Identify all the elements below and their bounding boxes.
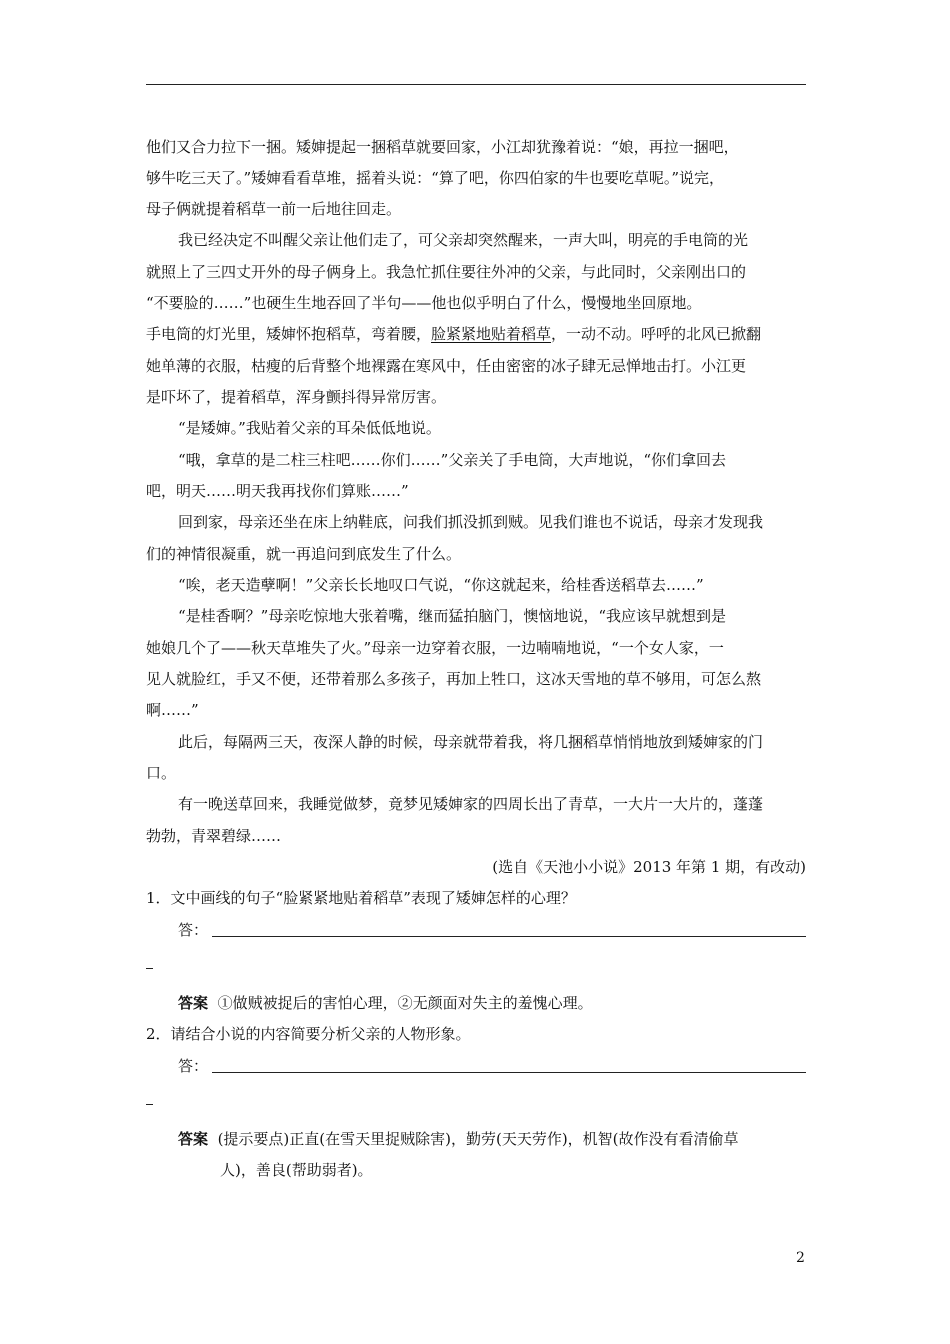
story-line: 就照上了三四丈开外的母子俩身上。我急忙抓住要往外冲的父亲，与此同时，父亲刚出口的 <box>146 263 747 281</box>
story-line: “唉，老天造孽啊！”父亲长长地叹口气说，“你这就起来，给桂香送稻草去……” <box>178 576 704 594</box>
story-line: 回到家，母亲还坐在床上纳鞋底，问我们抓没抓到贼。见我们谁也不说话，母亲才发现我 <box>178 513 764 531</box>
source-citation: (选自《天池小小说》2013 年第 1 期，有改动) <box>492 858 806 876</box>
story-line: 啊……” <box>146 701 199 719</box>
answer-prompt-2: 答： <box>178 1057 209 1075</box>
story-line: “不要脸的……”也硬生生地吞回了半句——他也似乎明白了什么，慢慢地坐回原地。 <box>146 294 702 312</box>
answer-label-1: 答案 <box>178 994 209 1012</box>
story-line: 勃勃，青翠碧绿…… <box>146 827 282 845</box>
story-line: 有一晚送草回来，我睡觉做梦，竟梦见矮婶家的四周长出了青草，一大片一大片的，蓬蓬 <box>178 795 764 813</box>
answer-text-2: (提示要点)正直(在雪天里捉贼除害)，勤劳(天天劳作)，机智(故作没有看清偷草 <box>217 1130 739 1148</box>
answer-label-2: 答案 <box>178 1130 209 1148</box>
story-line: “哦，拿草的是二柱三柱吧……你们……”父亲关了手电筒，大声地说，“你们拿回去 <box>178 451 727 469</box>
header-rule <box>146 84 806 85</box>
answer-blank-dash-2 <box>146 1104 153 1105</box>
answer-prompt-1: 答： <box>178 921 209 939</box>
story-text: 手电筒的灯光里，矮婶怀抱稻草，弯着腰， <box>146 325 432 343</box>
underlined-sentence: 脸紧紧地贴着稻草 <box>431 325 552 343</box>
story-line: “是矮婶。”我贴着父亲的耳朵低低地说。 <box>178 419 441 437</box>
story-line: 是吓坏了，提着稻草，浑身颤抖得异常厉害。 <box>146 388 447 406</box>
story-line: 她单薄的衣服，枯瘦的后背整个地裸露在寒风中，任由密密的冰子肆无忌惮地击打。小江更 <box>146 357 747 375</box>
story-line: 她娘几个了——秋天草堆失了火。”母亲一边穿着衣服，一边喃喃地说，“一个女人家，一 <box>146 639 724 657</box>
story-line-underlined <box>146 324 806 344</box>
story-line: 此后，每隔两三天，夜深人静的时候，母亲就带着我，将几捆稻草悄悄地放到矮婶家的门 <box>178 733 764 751</box>
answer-blank-2[interactable] <box>212 1072 806 1073</box>
story-line: 们的神情很凝重，就一再追问到底发生了什么。 <box>146 545 462 563</box>
story-line: 见人就脸红，手又不便，还带着那么多孩子，再加上牲口，这冰天雪地的草不够用，可怎么熬 <box>146 670 762 688</box>
story-line: 我已经决定不叫醒父亲让他们走了，可父亲却突然醒来，一声大叫，明亮的手电筒的光 <box>178 231 749 249</box>
answer-2-line-1 <box>178 1129 806 1149</box>
answer-text-1: ①做贼被捉后的害怕心理，②无颜面对失主的羞愧心理。 <box>217 994 593 1012</box>
story-line: 够牛吃三天了。”矮婶看看草堆，摇着头说：“算了吧，你四伯家的牛也要吃草呢。”说完， <box>146 169 725 187</box>
answer-blank-1[interactable] <box>212 936 806 937</box>
answer-1 <box>178 993 806 1013</box>
story-line: 他们又合力拉下一捆。矮婶提起一捆稻草就要回家，小江却犹豫着说：“娘，再拉一捆吧， <box>146 138 739 156</box>
story-line: “是桂香啊？”母亲吃惊地大张着嘴，继而猛拍脑门，懊恼地说，“我应该早就想到是 <box>178 607 727 625</box>
story-line: 母子俩就提着稻草一前一后地往回走。 <box>146 200 402 218</box>
question-2: 2．请结合小说的内容简要分析父亲的人物形象。 <box>146 1025 471 1043</box>
page-number: 2 <box>796 1250 805 1266</box>
story-line: 吧，明天……明天我再找你们算账……” <box>146 482 409 500</box>
question-1: 1．文中画线的句子“脸紧紧地贴着稻草”表现了矮婶怎样的心理？ <box>146 889 576 907</box>
answer-2-line-2: 人)，善良(帮助弱者)。 <box>220 1161 373 1179</box>
story-line: 口。 <box>146 764 177 782</box>
story-text: ，一动不动。呼呼的北风已掀翻 <box>551 325 762 343</box>
answer-blank-dash-1 <box>146 968 153 969</box>
